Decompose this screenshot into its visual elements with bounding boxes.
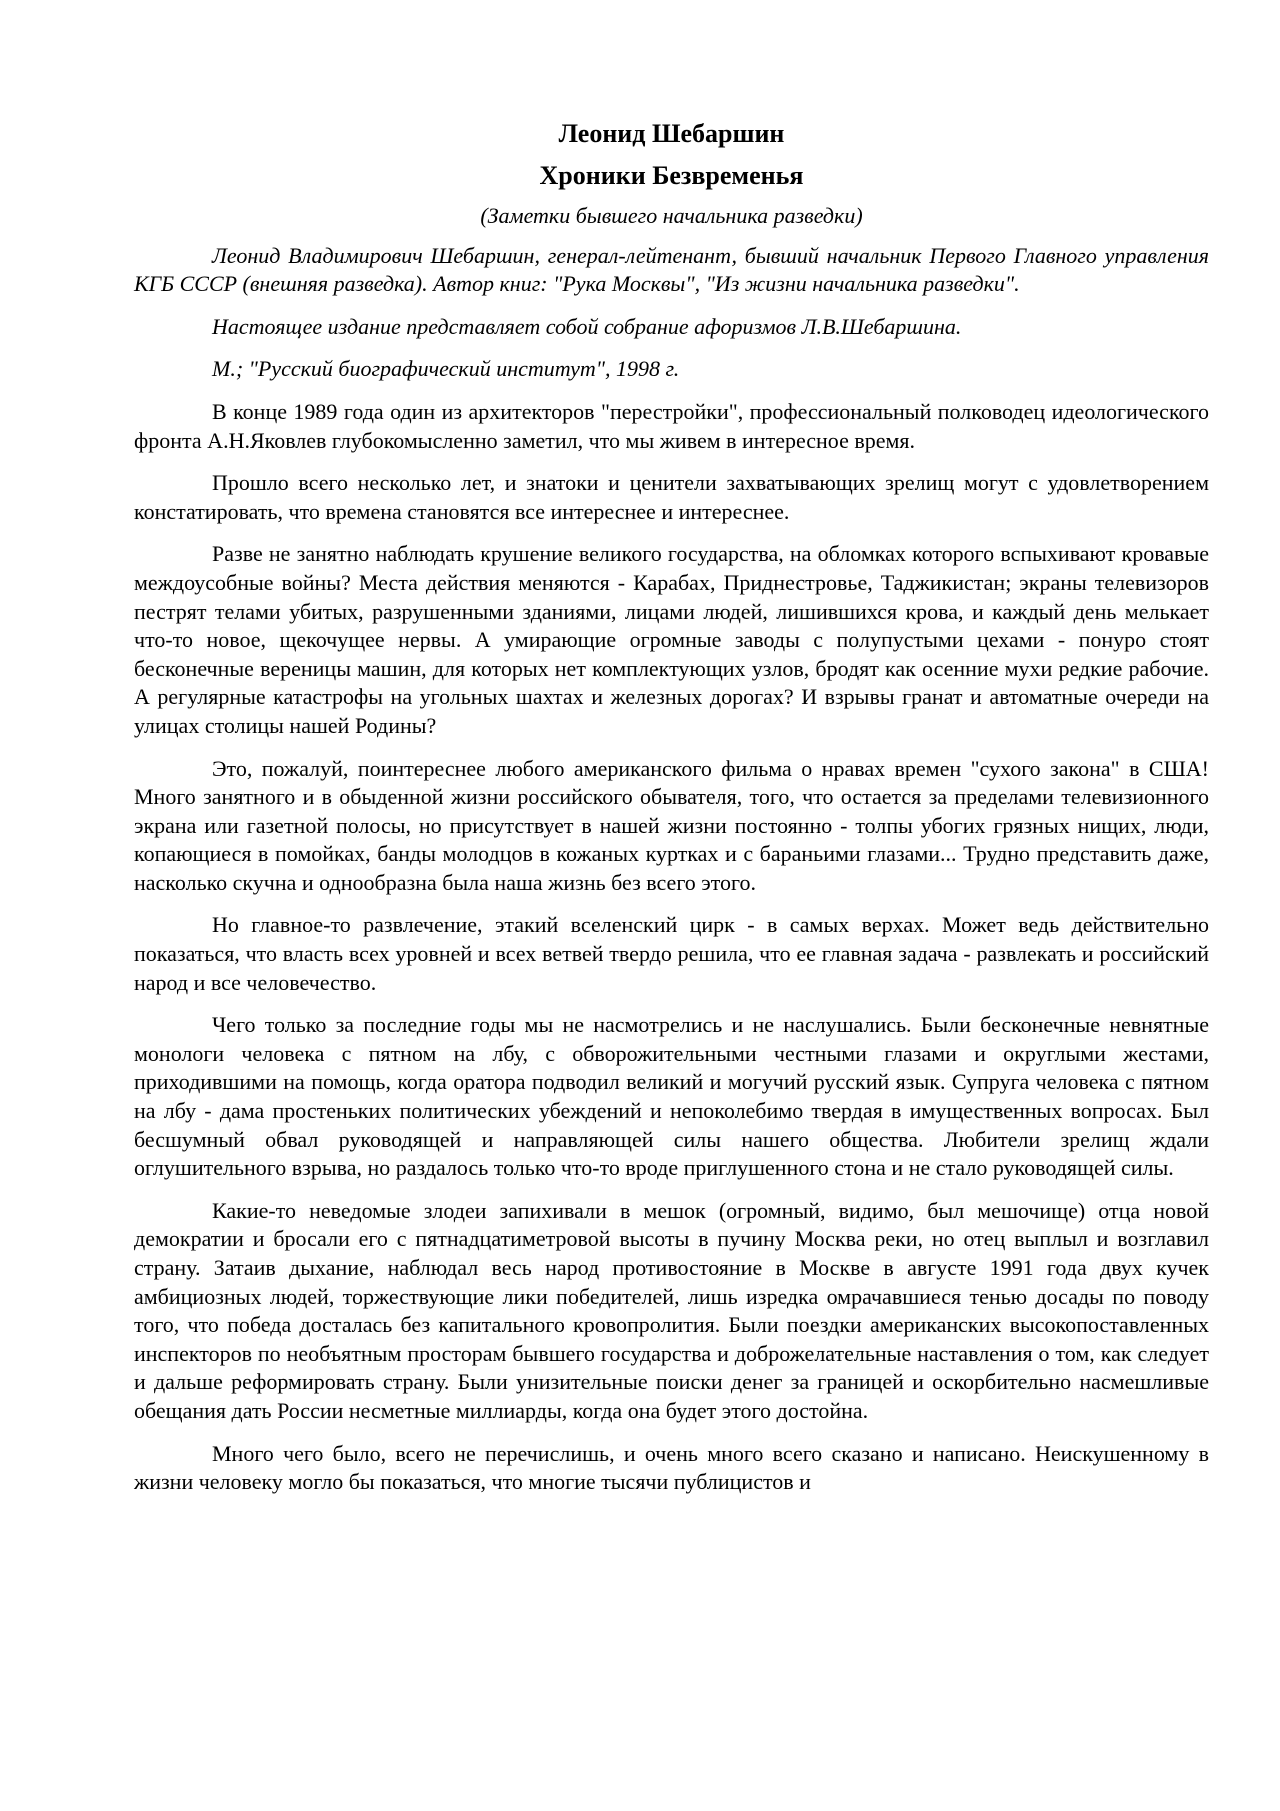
body-paragraph: Это, пожалуй, поинтереснее любого американского фильма о нравах времен "сухого закона" в США! Много занятного и в обыденной жизни российского обывателя, того, что остается за пределами телевизионного экрана или газетной полосы, но присутствует в нашей жизни постоянно - толпы убогих грязных нищих, люди, копающиеся в помойках, банды молодцов в кожаных куртках и с бараньими глазами... Трудно представить даже, насколько скучна и однообразна была наша жизнь без всего этого. [134, 755, 1209, 895]
body-paragraph: Какие-то неведомые злодеи запихивали в мешок (огромный, видимо, был мешочище) отца новой демократии и бросали его с пятнадцатиметровой высоты в пучину Москва реки, но отец выплыл и возглавил страну. Затаив дыхание, наблюдал весь народ противостояние в Москве в августе 1991 года двух кучек амбициозных людей, торжествующие лики победителей, лишь изредка омрачавшиеся тенью досады по поводу того, что победа досталась без капитального кровопролития. Были поездки американских высокопоставленных инспекторов по необъятным просторам бывшего государства и доброжелательные наставления о том, как следует и дальше реформировать страну. Были унизительные поиски денег за границей и оскорбительно насмешливые обещания дать России несметные миллиарды, когда она будет этого достойна. [134, 1197, 1209, 1423]
body-paragraph: Чего только за последние годы мы не насмотрелись и не наслушались. Были бесконечные невнятные монологи человека с пятном на лбу, с обворожительными честными глазами и округлыми жестами, приходившими на помощь, когда оратора подводил великий и могучий русский язык. Супруга человека с пятном на лбу - дама простеньких политических убеждений и непоколебимо твердая в имущественных вопросах. Был бесшумный обвал руководящей и направляющей силы нашего общества. Любители зрелищ ждали оглушительного взрыва, но раздалось только что-то вроде приглушенного стона и не стало руководящей силы. [134, 1012, 1209, 1181]
document-title: Леонид Шебаршин [558, 119, 785, 148]
document-subtitle: Хроники Безвременья [539, 161, 804, 190]
body-paragraph: В конце 1989 года один из архитекторов "перестройки", профессиональный полководец идеологического фронта А.Н.Яковлев глубокомысленно заметил, что мы живем в интересное время. [134, 398, 1209, 453]
body-paragraph: Разве не занятно наблюдать крушение великого государства, на обломках которого вспыхивают кровавые междоусобные войны? Места действия меняются - Карабах, Приднестровье, Таджикистан; экраны телевизоров пестрят телами убитых, разрушенными зданиями, лицами людей, лишившихся крова, и каждый день мелькает что-то новое, щекочущее нервы. А умирающие огромные заводы с полупустыми цехами - понуро стоят бесконечные вереницы машин, для которых нет комплектующих узлов, бродят как осенние мухи редкие рабочие. А регулярные катастрофы на угольных шахтах и железных дорогах? И взрывы гранат и автоматные очереди на улицах столицы нашей Родины? [134, 541, 1209, 738]
body-paragraph: Прошло всего несколько лет, и знатоки и ценители захватывающих зрелищ могут с удовлетворением констатировать, что времена становятся все интереснее и интереснее. [134, 470, 1209, 524]
intro-paragraph: Леонид Владимирович Шебаршин, генерал-лейтенант, бывший начальник Первого Главного управления КГБ СССР (внешняя разведка). Автор книг: "Рука Москвы", "Из жизни начальника разведки". [134, 242, 1209, 297]
intro-paragraph: М.; "Русский биографический институт", 1998 г. [212, 356, 680, 382]
document-page [134, 118, 1209, 1511]
document-note: (Заметки бывшего начальника разведки) [480, 203, 863, 228]
intro-paragraph: Настоящее издание представляет собой собрание афоризмов Л.В.Шебаршина. [212, 313, 962, 339]
body-paragraph: Но главное-то развлечение, этакий вселенский цирк - в самых верхах. Может ведь действительно показаться, что власть всех уровней и всех ветвей твердо решила, что ее главная задача - развлекать и российский народ и все человечество. [134, 912, 1209, 995]
body-paragraph: Много чего было, всего не перечислишь, и очень много всего сказано и написано. Неискушенному в жизни человеку могло бы показаться, что многие тысячи публицистов и [134, 1440, 1209, 1495]
